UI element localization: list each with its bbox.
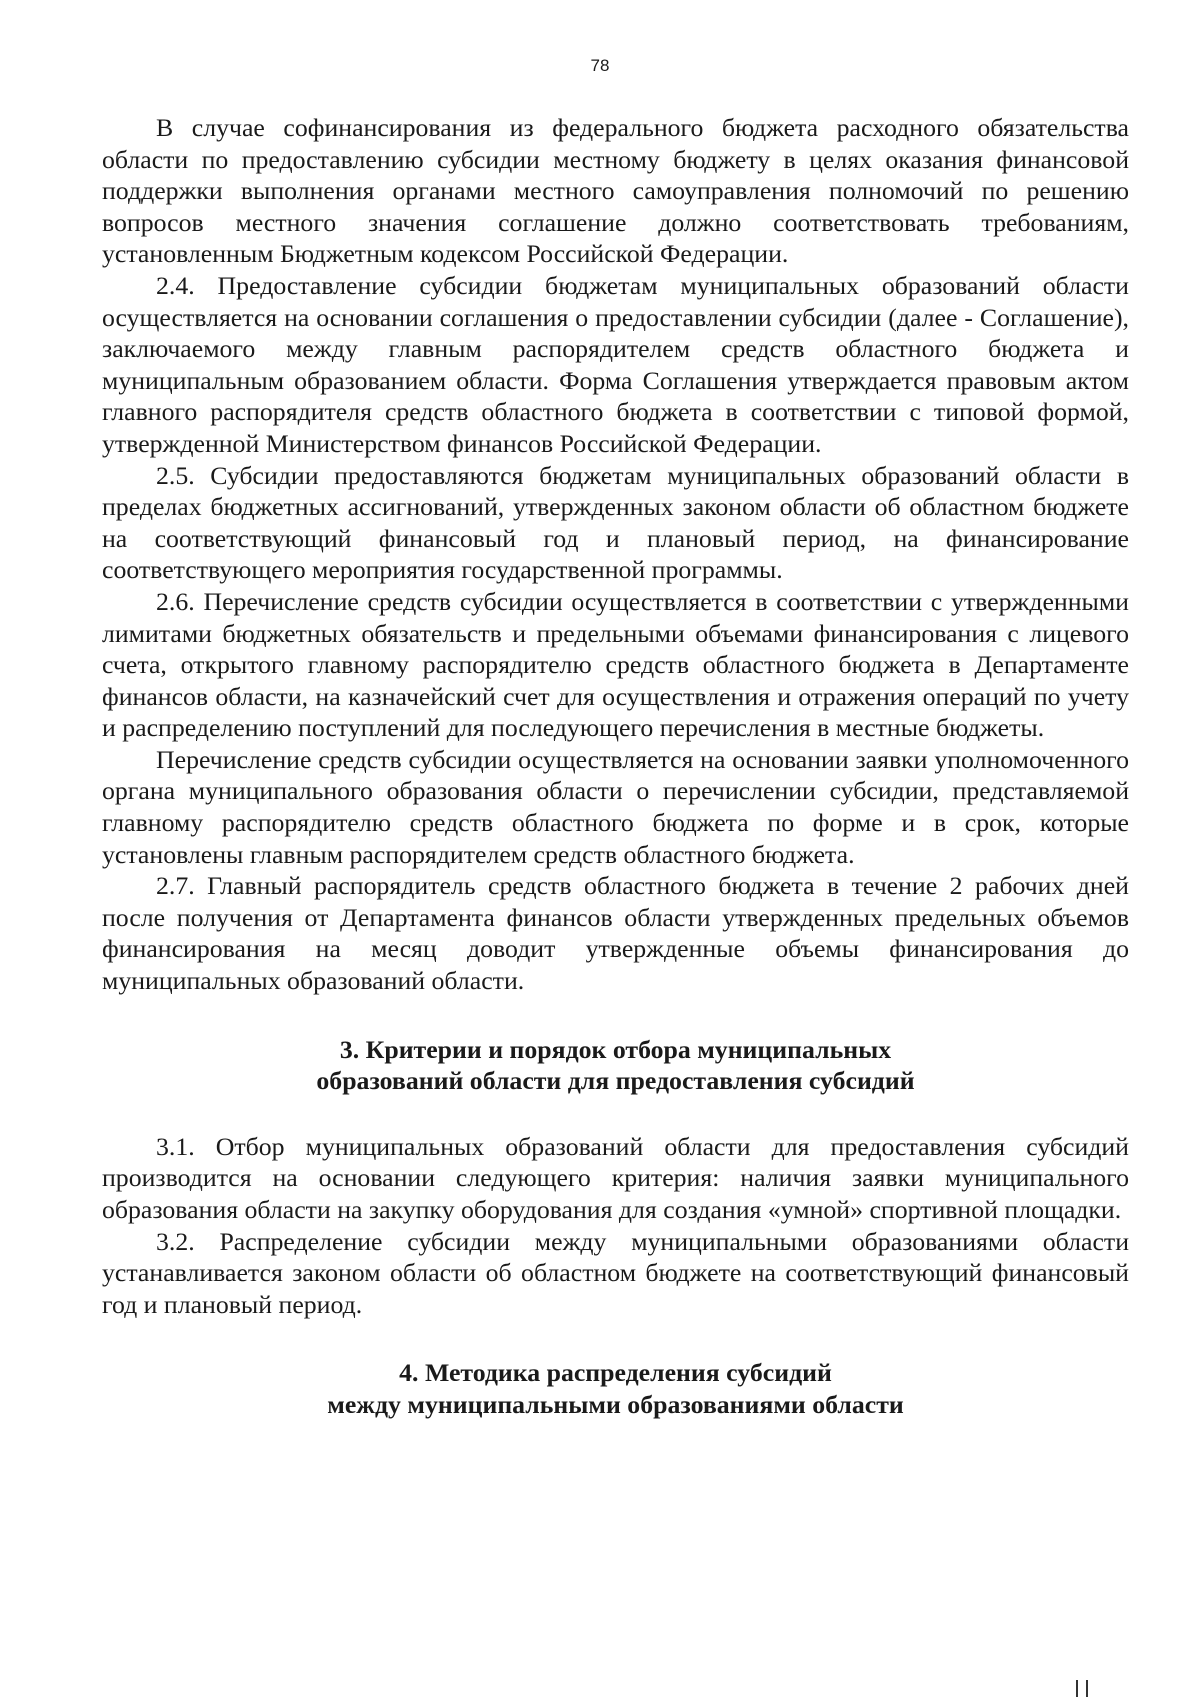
- paragraph-2-4: 2.4. Предоставление субсидии бюджетам муниципальных образований области осуществляется на основании соглашения о предоставлении субсидии (далее - Соглашение), заключаемого между главным распорядителем средств областного бюджета и муниципальным образованием области. Форма Соглашения утверждается правовым актом главного распорядителя средств областного бюджета в соответствии с типовой формой, утвержденной Министерством финансов Российской Федерации.: [102, 270, 1129, 458]
- paragraph-3-2: 3.2. Распределение субсидии между муниципальными образованиями области устанавливается законом области об областном бюджете на соответствующий финансовый год и плановый период.: [102, 1226, 1129, 1319]
- paragraph-cofinancing: В случае софинансирования из федерального бюджета расходного обязательства области по предоставлению субсидии местному бюджету в целях оказания финансовой поддержки выполнения органами местного самоуправления полномочий по решению вопросов местного значения соглашение должно соответствовать требованиям, установленным Бюджетным кодексом Российской Федерации.: [102, 113, 1129, 269]
- section-4-heading-line-1: 4. Методика распределения субсидий: [399, 1358, 832, 1388]
- paragraph-3-1: 3.1. Отбор муниципальных образований области для предоставления субсидий производится на основании следующего критерия: наличия заявки муниципального образования области на закупку оборудования для создания «умной» спортивной площадки.: [102, 1131, 1129, 1224]
- page-number: 78: [590, 56, 610, 75]
- section-4-heading-line-2: между муниципальными образованиями области: [327, 1389, 904, 1419]
- section-3-heading-line-1: 3. Критерии и порядок отбора муниципальных: [339, 1034, 892, 1064]
- scan-edge-marks: [1072, 1680, 1092, 1697]
- section-4-heading: [102, 1357, 1129, 1420]
- scan-mark: [1086, 1680, 1088, 1697]
- paragraph-2-6-transfer: Перечисление средств субсидии осуществляется на основании заявки уполномоченного органа муниципального образования области о перечислении субсидии, представляемой главному распорядителю средств областного бюджета по форме и в срок, которые установлены главным распорядителем средств областного бюджета.: [102, 744, 1129, 869]
- scan-mark: [1076, 1680, 1078, 1697]
- document-body: [102, 112, 1129, 1421]
- paragraph-2-6: 2.6. Перечисление средств субсидии осуществляется в соответствии с утвержденными лимитами бюджетных обязательств и предельными объемами финансирования с лицевого счета, открытого главному распорядителю средств областного бюджета в Департаменте финансов области, на казначейский счет для осуществления и отражения операций по учету и распределению поступлений для последующего перечисления в местные бюджеты.: [102, 586, 1129, 743]
- section-3-heading-line-2: образований области для предоставления субсидий: [316, 1066, 915, 1096]
- section-3-heading: [102, 1034, 1129, 1097]
- paragraph-2-7: 2.7. Главный распорядитель средств областного бюджета в течение 2 рабочих дней после получения от Департамента финансов области утвержденных предельных объемов финансирования на месяц доводит утвержденные объемы финансирования до муниципальных образований области.: [102, 871, 1129, 996]
- paragraph-2-5: 2.5. Субсидии предоставляются бюджетам муниципальных образований области в пределах бюджетных ассигнований, утвержденных законом области об областном бюджете на соответствующий финансовый год и плановый период, на финансирование соответствующего мероприятия государственной программы.: [102, 460, 1129, 585]
